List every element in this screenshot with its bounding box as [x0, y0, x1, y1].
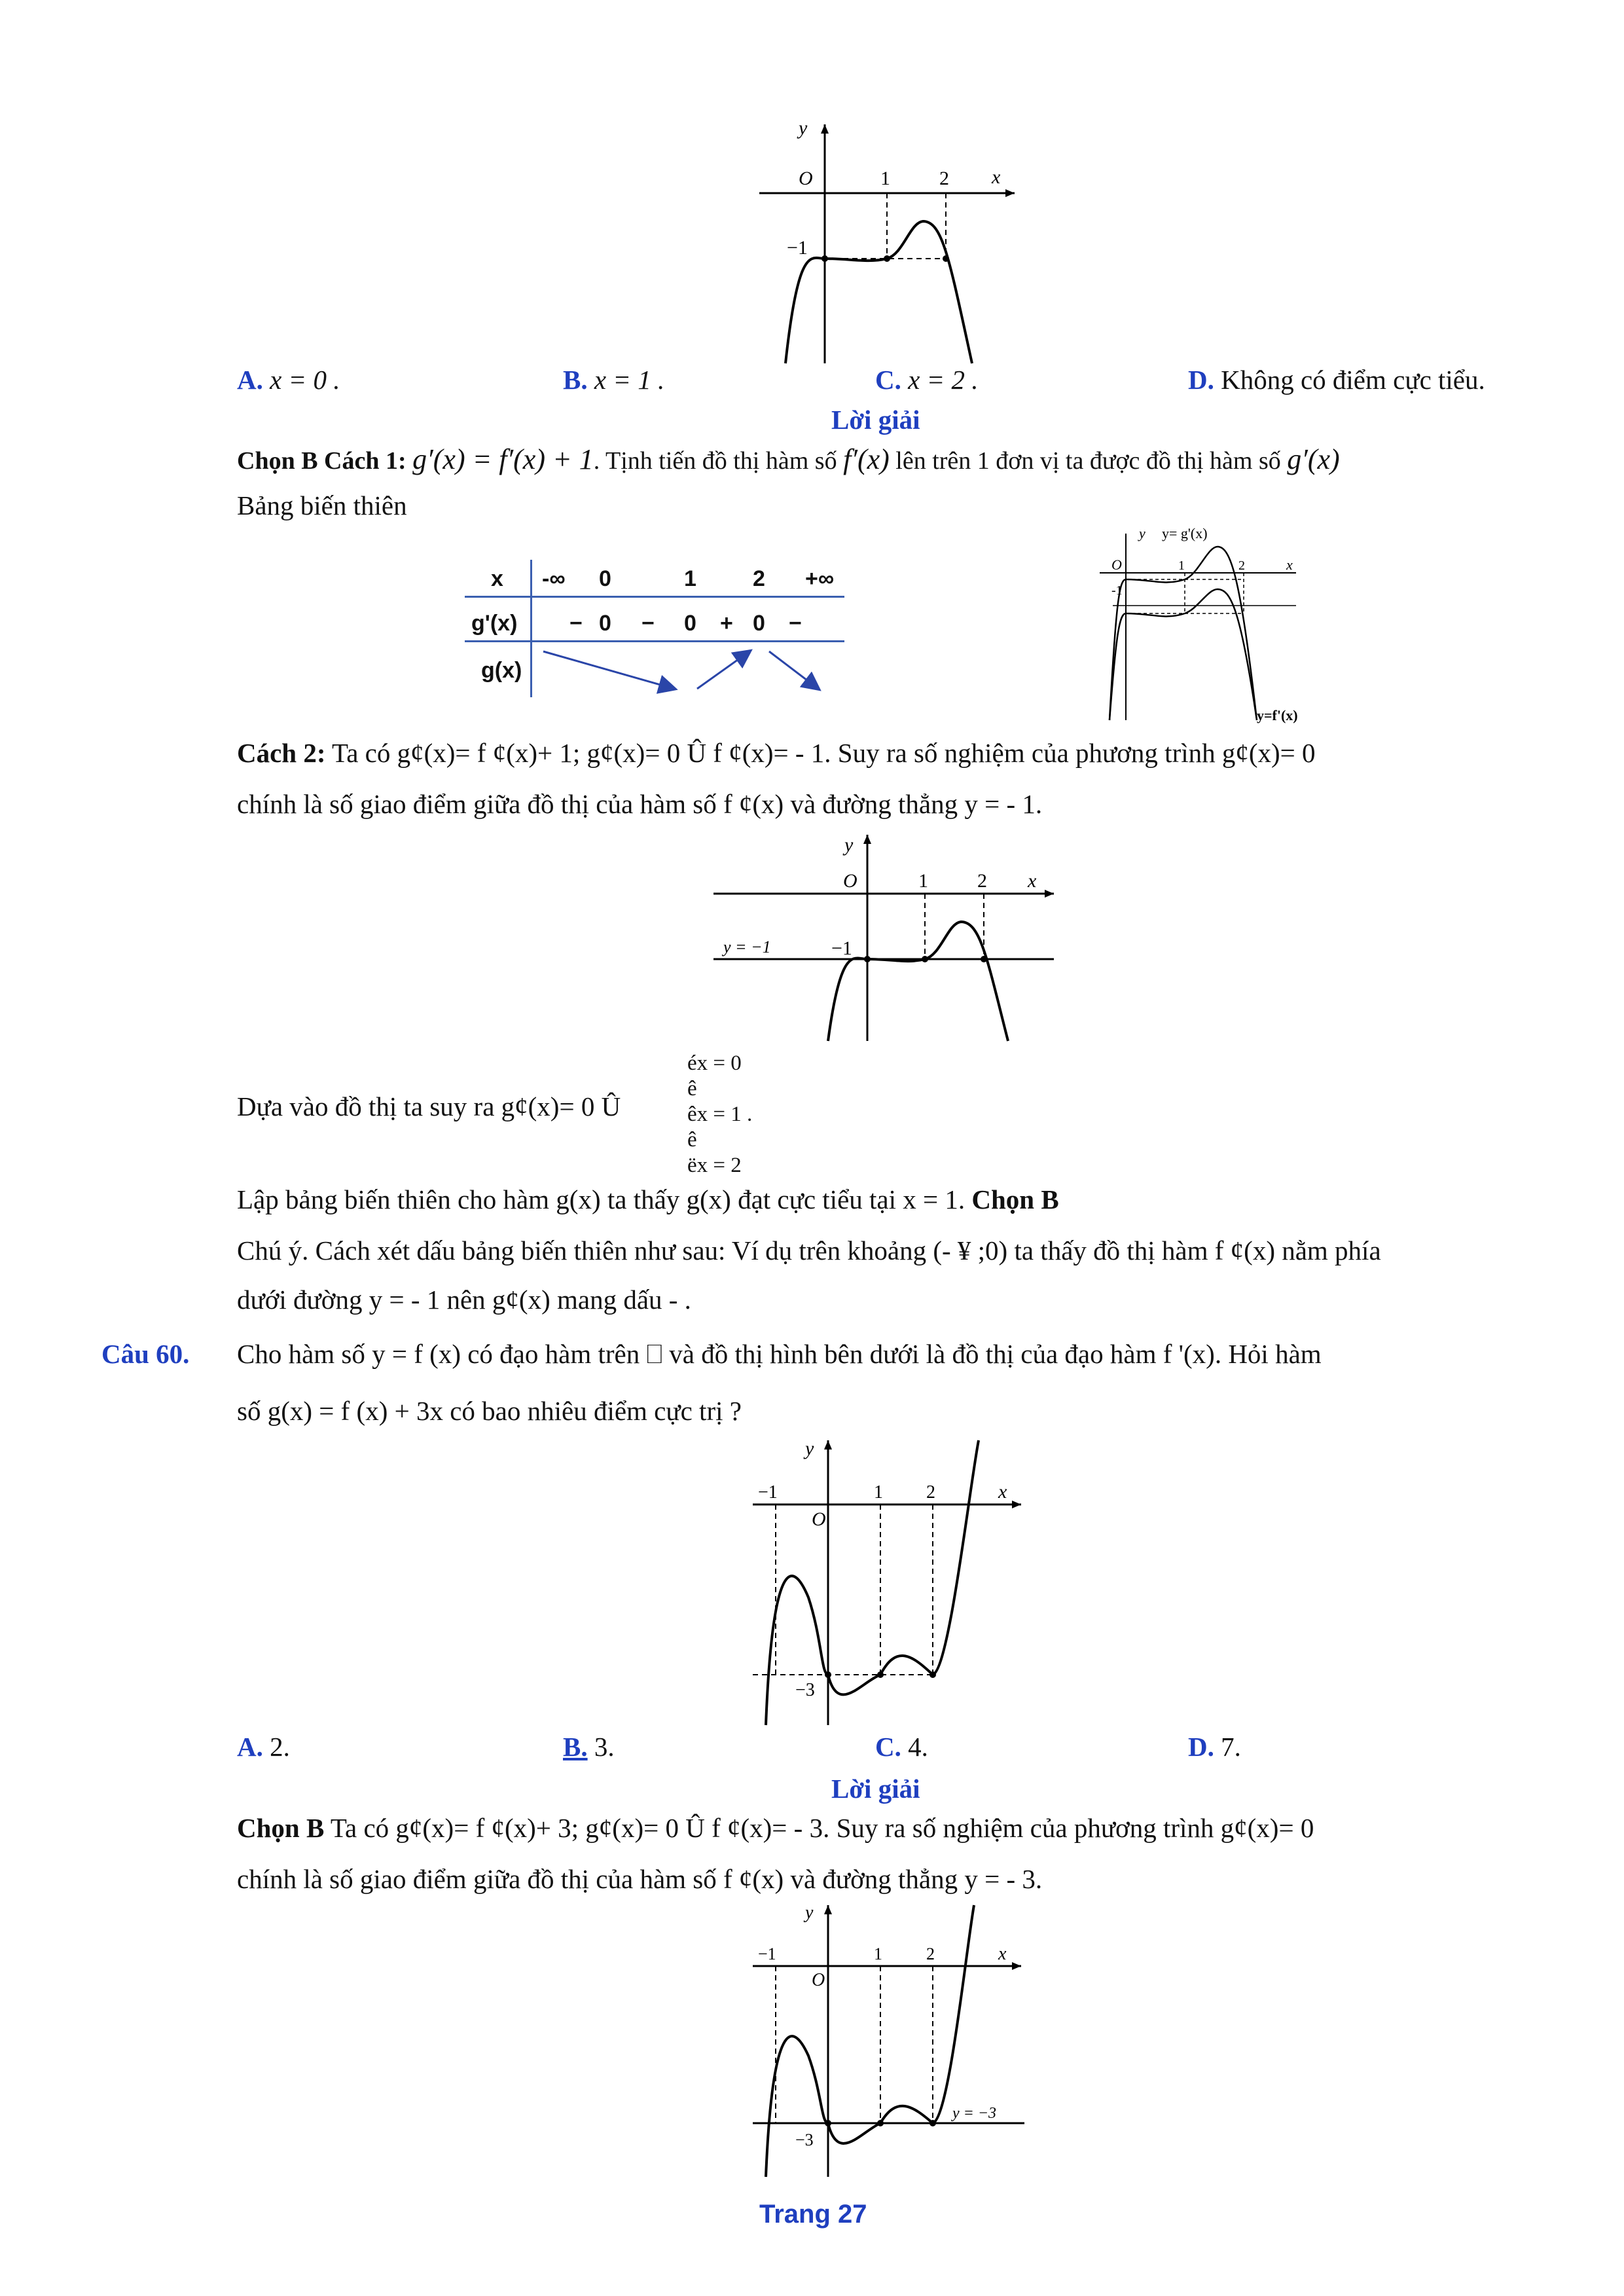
q59-deduce: Dựa vào đồ thị ta suy ra g¢(x)= 0 Û — [237, 1091, 621, 1121]
tick-minus1: −1 — [787, 237, 808, 259]
svg-text:O: O — [812, 1970, 825, 1990]
svg-text:2: 2 — [926, 1944, 935, 1963]
x-neg-inf: -∞ — [542, 566, 566, 591]
q59-option-b[interactable]: B. x = 1 . — [563, 365, 665, 395]
axis-y-label: y — [799, 117, 808, 139]
q60-option-b[interactable]: B. 3. — [563, 1732, 615, 1762]
svg-text:O: O — [843, 870, 857, 892]
q60-stem-line2: số g(x) = f (x) + 3x có bao nhiêu điểm cực trị ? — [237, 1396, 742, 1426]
q59-method2-line2: chính là số giao điểm giữa đồ thị của hàm số f ¢(x) và đường thẳng y = - 1. — [237, 789, 1043, 819]
tick-2: 2 — [939, 168, 949, 189]
q60-option-a[interactable]: A. 2. — [237, 1732, 290, 1762]
svg-text:x: x — [998, 1944, 1007, 1964]
q59-solution-title: Lời giải — [831, 405, 920, 435]
q60-label: Câu 60. — [101, 1339, 190, 1369]
q59-note-line2: dưới đường y = - 1 nên g¢(x) mang dấu - . — [237, 1285, 691, 1315]
svg-text:−1: −1 — [831, 938, 852, 959]
svg-text:1: 1 — [874, 1482, 883, 1503]
q59-small-graph — [1100, 524, 1309, 723]
q59-table-title: Bảng biến thiên — [237, 490, 407, 520]
variation-table: x -∞ 0 1 2 +∞ g'(x) − 0 − 0 + 0 − g(x) — [465, 560, 844, 697]
svg-text:1: 1 — [874, 1944, 882, 1963]
x-1: 1 — [684, 566, 696, 591]
svg-text:-1: -1 — [1111, 583, 1123, 598]
q60-option-d[interactable]: D. 7. — [1188, 1732, 1241, 1762]
svg-text:−3: −3 — [795, 2130, 814, 2149]
q59-system: éx = 0 ê êx = 1 . ê ëx = 2 — [687, 1051, 753, 1177]
q59-option-d[interactable]: D. Không có điểm cực tiểu. — [1188, 365, 1485, 395]
svg-text:−1: −1 — [758, 1944, 776, 1963]
svg-text:O: O — [1111, 556, 1122, 573]
x-pos-inf: +∞ — [805, 566, 835, 591]
svg-text:1: 1 — [1178, 558, 1185, 573]
origin-label: O — [799, 168, 813, 189]
q59-option-c[interactable]: C. x = 2 . — [875, 365, 979, 395]
q60-option-c[interactable]: C. 4. — [875, 1732, 928, 1762]
q60-graph-fprime — [746, 1427, 1034, 1728]
svg-text:2: 2 — [977, 870, 987, 892]
svg-text:2: 2 — [926, 1482, 935, 1503]
svg-text:x: x — [998, 1481, 1007, 1503]
svg-text:y: y — [805, 1438, 814, 1459]
svg-text:−1: −1 — [758, 1482, 778, 1503]
page-number: Trang 27 — [759, 2200, 867, 2229]
svg-text:1: 1 — [918, 870, 928, 892]
q59-option-a[interactable]: A. x = 0 . — [237, 365, 340, 395]
svg-text:y= g'(x): y= g'(x) — [1162, 525, 1208, 541]
q60-sol-line2: chính là số giao điểm giữa đồ thị của hàm số f ¢(x) và đường thẳng y = - 3. — [237, 1864, 1043, 1894]
q60-sol-line1: Chọn B Ta có g¢(x)= f ¢(x)+ 3; g¢(x)= 0 Û f ¢(x)= - 3. Suy ra số nghiệm của phương trình g¢(x)= 0 — [237, 1813, 1314, 1843]
row-x-label: x — [491, 566, 503, 591]
q59-method1-line: Chọn B Cách 1: g′(x) = f′(x) + 1. Tịnh tiến đồ thị hàm số f′(x) lên trên 1 đơn vị ta được đồ thị hàm số g′(x) — [237, 443, 1340, 475]
q60-graph2 — [746, 1895, 1034, 2180]
q59-note-line1: Chú ý. Cách xét dấu bảng biến thiên như sau: Ví dụ trên khoảng (- ¥ ;0) ta thấy đồ thị hàm f ¢(x) nằm phía — [237, 1235, 1381, 1266]
q60-solution-title: Lời giải — [831, 1774, 920, 1804]
svg-text:y = −1: y = −1 — [723, 938, 771, 957]
x-2: 2 — [753, 566, 765, 591]
q59-graph2 — [707, 825, 1060, 1044]
svg-text:y: y — [1139, 525, 1146, 541]
q59-conclusion: Lập bảng biến thiên cho hàm g(x) ta thấy g(x) đạt cực tiểu tại x = 1. Chọn B — [237, 1184, 1059, 1214]
svg-text:y = −3: y = −3 — [952, 2105, 997, 2122]
svg-text:x: x — [1028, 870, 1037, 892]
svg-text:y=f'(x): y=f'(x) — [1257, 707, 1298, 723]
svg-text:y: y — [844, 834, 854, 856]
q59-method2-line1: Cách 2: Ta có g¢(x)= f ¢(x)+ 1; g¢(x)= 0 Û f ¢(x)= - 1. Suy ra số nghiệm của phương trình g¢(x)= 0 — [237, 738, 1316, 768]
svg-text:y: y — [805, 1903, 814, 1923]
q60-stem-line1: Cho hàm số y = f (x) có đạo hàm trên ⎕ và đồ thị hình bên dưới là đồ thị của đạo hàm f '(x). Hỏi hàm — [237, 1339, 1322, 1369]
svg-text:O: O — [812, 1508, 826, 1530]
x-0: 0 — [599, 566, 611, 591]
svg-text:2: 2 — [1238, 558, 1245, 573]
q59-graph-fprime — [746, 111, 1021, 367]
row-gprime-label: g'(x) — [471, 611, 518, 636]
svg-text:−3: −3 — [795, 1680, 815, 1700]
variation-arrows — [530, 642, 844, 697]
axis-x-label: x — [992, 166, 1001, 188]
tick-1: 1 — [880, 168, 890, 189]
row-g-label: g(x) — [481, 658, 522, 683]
svg-text:x: x — [1286, 556, 1293, 573]
